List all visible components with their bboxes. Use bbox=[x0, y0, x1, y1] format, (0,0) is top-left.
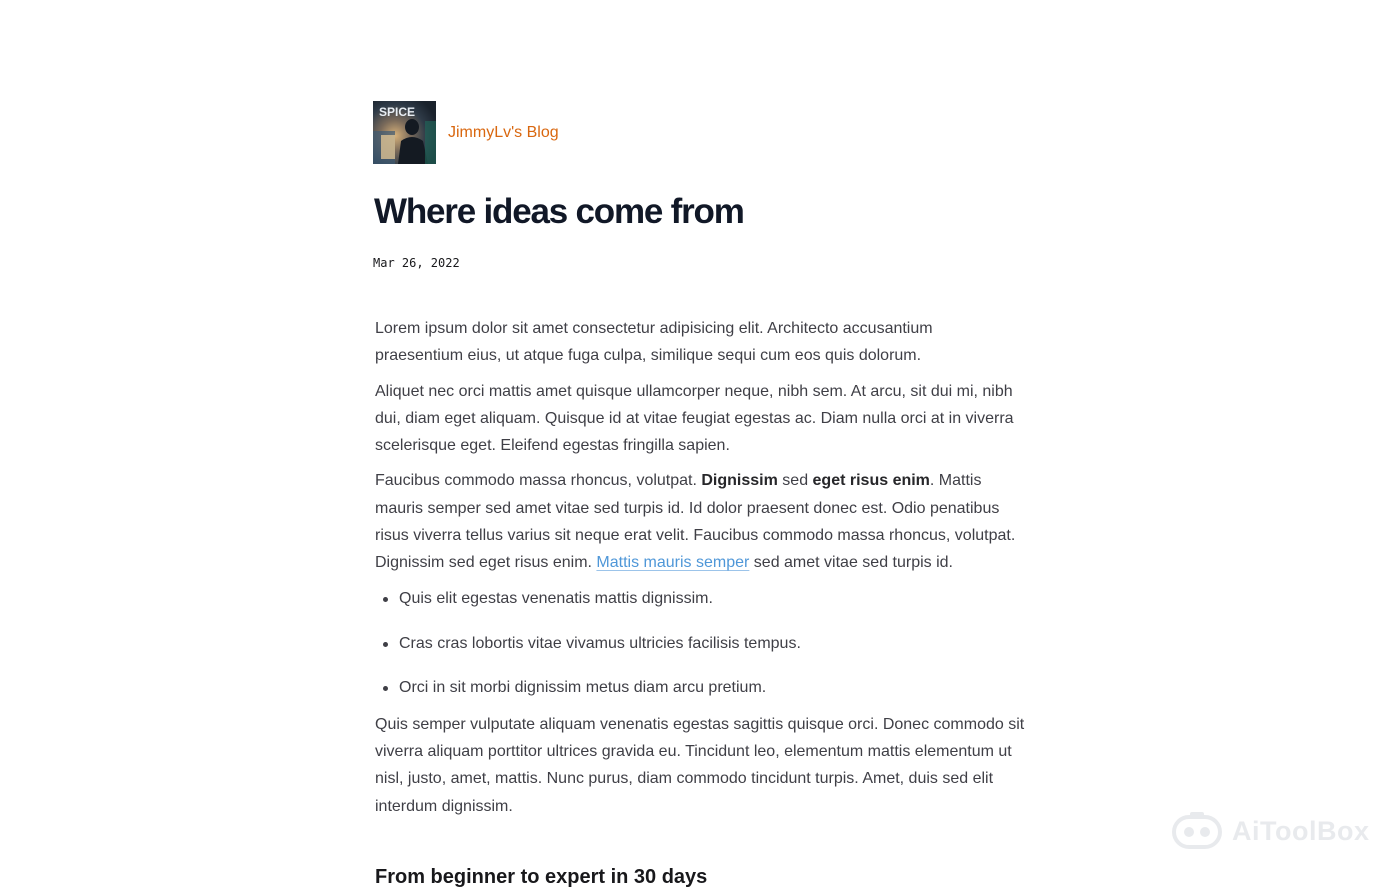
watermark bbox=[1172, 811, 1369, 851]
blog-home-link[interactable]: JimmyLv's Blog bbox=[448, 123, 559, 141]
bold-text: Dignissim bbox=[701, 472, 778, 490]
paragraph-3-text: . Mattis mauris semper sed amet vitae sed turpis id. Id dolor praesent donec est. Odio penatibus risus viverra tellus varius sit neque erat velit. Faucibus commodo massa rhoncus, volutpat. Dignissim sed eget risus enim. bbox=[375, 472, 1016, 572]
bold-text: eget risus enim bbox=[812, 472, 930, 490]
watermark-text: AiToolBox bbox=[1232, 815, 1370, 846]
list-item: Cras cras lobortis vitae vivamus ultricies facilisis tempus. bbox=[399, 630, 1025, 657]
avatar[interactable] bbox=[373, 101, 436, 164]
paragraph-3 bbox=[375, 467, 1025, 576]
paragraph-3-text: sed bbox=[777, 472, 813, 490]
avatar-sign-text: SPICE bbox=[379, 105, 416, 119]
intro-paragraph: Lorem ipsum dolor sit amet consectetur adipisicing elit. Architecto accusantium praesentium eius, ut atque fuga culpa, similique sequi cum eos quis dolorum. bbox=[375, 320, 933, 365]
paragraph-4: Quis semper vulputate aliquam venenatis egestas sagittis quisque orci. Donec commodo sit viverra aliquam porttitor ultrices gravida eu. Tincidunt leo, elementum mattis elementum ut nisl, justo, amet, mattis. Nunc purus, diam commodo tincidunt turpis. Amet, duis sed elit interdum dignissim. bbox=[375, 715, 1025, 815]
post-title: Where ideas come from bbox=[374, 192, 744, 231]
post-date: Mar 26, 2022 bbox=[373, 256, 460, 270]
inline-link[interactable]: Mattis mauris semper bbox=[596, 554, 750, 572]
bullet-list bbox=[375, 585, 1025, 702]
robot-logo-icon bbox=[1172, 811, 1222, 851]
avatar-image bbox=[373, 101, 436, 164]
list-item: Quis elit egestas venenatis mattis dignissim. bbox=[399, 585, 1025, 612]
post-body bbox=[375, 315, 1025, 828]
section-heading: From beginner to expert in 30 days bbox=[375, 866, 708, 888]
paragraph-3-text: Faucibus commodo massa rhoncus, volutpat. bbox=[375, 472, 702, 490]
list-item: Orci in sit morbi dignissim metus diam arcu pretium. bbox=[399, 674, 1025, 701]
blog-header bbox=[373, 101, 559, 164]
paragraph-3-text: sed amet vitae sed turpis id. bbox=[749, 554, 953, 572]
paragraph-2: Aliquet nec orci mattis amet quisque ullamcorper neque, nibh sem. At arcu, sit dui mi, nibh dui, diam eget aliquam. Quisque id at vitae feugiat egestas ac. Diam nulla orci at in viverra scelerisque eget. Eleifend egestas fringilla sapien. bbox=[375, 382, 1014, 455]
